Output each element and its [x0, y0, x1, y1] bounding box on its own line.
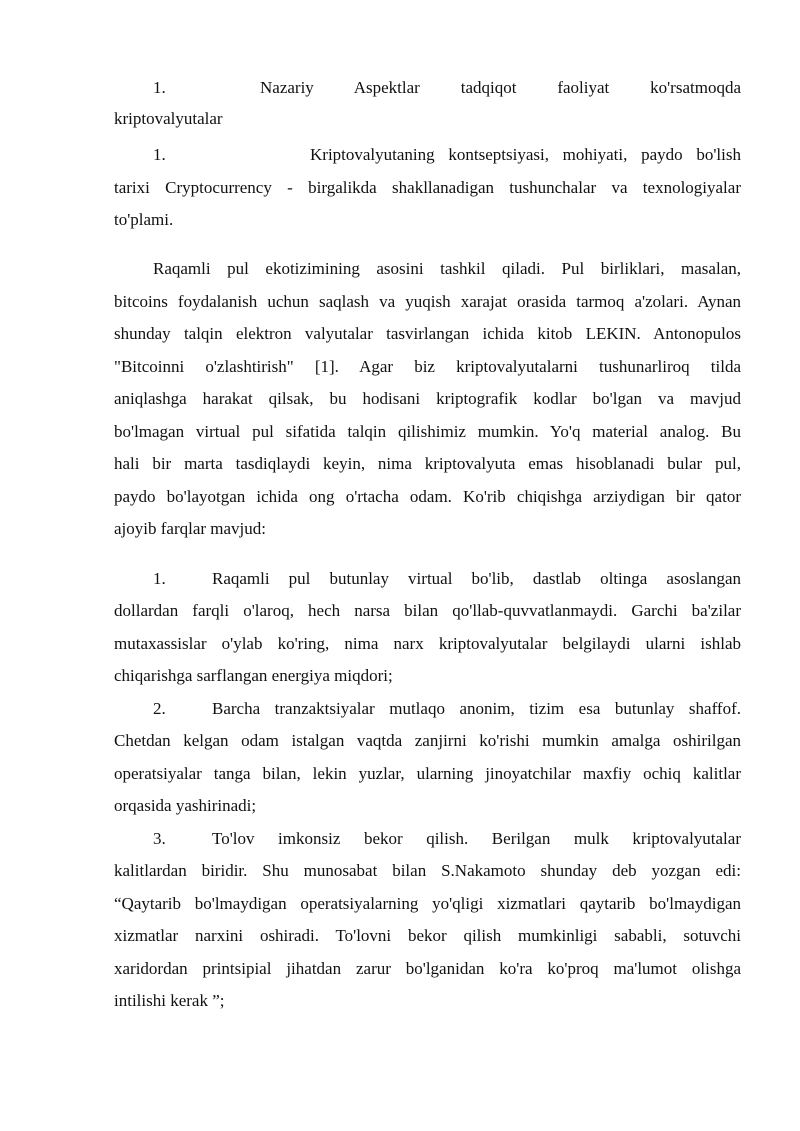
list-item-2-line: Chetdan kelgan odam istalgan vaqtda zanjirni ko'rishi mumkin amalga oshirilgan — [114, 731, 741, 750]
heading-2-line-2: tarixi Cryptocurrency - birgalikda shakllanadigan tushunchalar va texnologiyalar — [114, 178, 741, 197]
paragraph-line: bo'lmagan virtual pul sifatida talqin qilishimiz mumkin. Yo'q material analog. Bu — [114, 422, 741, 441]
list-item-3-line: “Qaytarib bo'lmaydigan operatsiyalarning yo'qligi xizmatlari qaytarib bo'lmaydigan — [114, 894, 741, 913]
list-item-1-line: mutaxassislar o'ylab ko'ring, nima narx kriptovalyutalar belgilaydi ularni ishlab — [114, 634, 741, 653]
list-item-2-number: 2. — [153, 699, 166, 718]
heading-1-number: 1. — [153, 78, 166, 97]
heading-1-text: Nazariy Aspektlar tadqiqot faoliyat ko'rsatmoqda — [260, 78, 741, 97]
list-item-3-line: xizmatlar narxini oshiradi. To'lovni bekor qilish mumkinligi sababli, sotuvchi — [114, 926, 741, 945]
paragraph-line: aniqlashga harakat qilsak, bu hodisani kriptografik kodlar bo'lgan va mavjud — [114, 389, 741, 408]
heading-2-line-3: to'plami. — [114, 210, 174, 229]
list-item-3-line: xaridordan printsipial jihatdan zarur bo'lganidan ko'ra ko'proq ma'lumot olishga — [114, 959, 741, 978]
heading-1-continuation: kriptovalyutalar — [114, 109, 223, 128]
list-item-2-line: orqasida yashirinadi; — [114, 796, 257, 815]
heading-2-text: Kriptovalyutaning kontseptsiyasi, mohiyati, paydo bo'lish — [310, 145, 741, 164]
paragraph-line: shunday talqin elektron valyutalar tasvirlangan ichida kitob LEKIN. Antonopulos — [114, 324, 741, 343]
list-item-3-number: 3. — [153, 829, 166, 848]
list-item-1-line: Raqamli pul butunlay virtual bo'lib, dastlab oltinga asoslangan — [212, 569, 741, 588]
paragraph-line: ajoyib farqlar mavjud: — [114, 519, 267, 538]
paragraph-line: paydo bo'layotgan ichida ong o'rtacha odam. Ko'rib chiqishga arziydigan bir qator — [114, 487, 741, 506]
list-item-1-number: 1. — [153, 569, 166, 588]
list-item-3-line: kalitlardan biridir. Shu munosabat bilan S.Nakamoto shunday deb yozgan edi: — [114, 861, 741, 880]
paragraph-line: "Bitcoinni o'zlashtirish" [1]. Agar biz kriptovalyutalarni tushunarliroq tilda — [114, 357, 741, 376]
list-item-1-line: chiqarishga sarflangan energiya miqdori; — [114, 666, 393, 685]
list-item-3-line: intilishi kerak ”; — [114, 991, 225, 1010]
heading-2-number: 1. — [153, 145, 166, 164]
list-item-3-line: To'lov imkonsiz bekor qilish. Berilgan mulk kriptovalyutalar — [212, 829, 741, 848]
list-item-1-line: dollardan farqli o'laroq, hech narsa bilan qo'llab-quvvatlanmaydi. Garchi ba'zilar — [114, 601, 741, 620]
paragraph-line: hali bir marta tasdiqlaydi keyin, nima kriptovalyuta emas hisoblanadi bular pul, — [114, 454, 741, 473]
list-item-2-line: Barcha tranzaktsiyalar mutlaqo anonim, tizim esa butunlay shaffof. — [212, 699, 741, 718]
paragraph-line: bitcoins foydalanish uchun saqlash va yuqish xarajat orasida tarmoq a'zolari. Aynan — [114, 292, 741, 311]
paragraph-line: Raqamli pul ekotizimining asosini tashkil qiladi. Pul birliklari, masalan, — [153, 259, 741, 278]
list-item-2-line: operatsiyalar tanga bilan, lekin yuzlar, ularning jinoyatchilar maxfiy ochiq kalitlar — [114, 764, 741, 783]
